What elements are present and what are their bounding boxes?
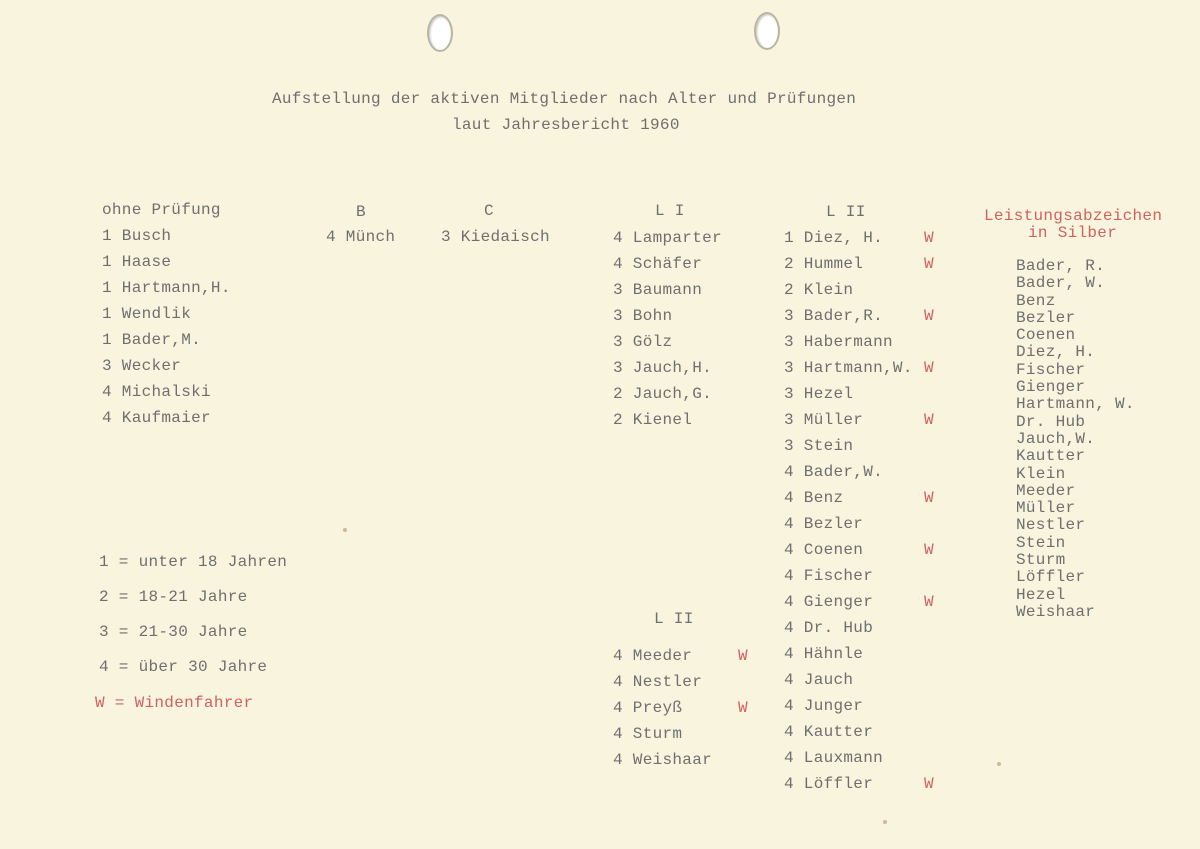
list-item: 1 Wendlik [102, 305, 192, 323]
list-item: Dr. Hub [1016, 412, 1086, 431]
w-marker: W [924, 255, 934, 273]
header-l2-second: L II [654, 610, 694, 628]
list-item: 3 Hezel [784, 385, 854, 403]
list-item: 4 Preyß [613, 699, 683, 717]
list-item: 1 Busch [102, 227, 172, 245]
list-item: 4 Lamparter [613, 229, 722, 247]
list-item: 4 Michalski [102, 383, 211, 401]
list-ohne-pruefung [102, 227, 231, 435]
w-marker: W [924, 541, 934, 559]
list-item: 4 Lauxmann [784, 749, 884, 767]
w-marker [924, 333, 934, 359]
list-item: Meeder [1016, 481, 1076, 500]
w-marker [924, 619, 934, 645]
list-item: Sturm [1016, 551, 1066, 570]
punch-hole-left [427, 14, 453, 52]
list-item: 1 Hartmann,H. [102, 279, 231, 297]
w-marker [924, 671, 934, 697]
list-item: 4 Hähnle [784, 645, 864, 663]
list-l2-second-w-markers [738, 647, 748, 777]
list-item: Bader, W. [1016, 274, 1106, 293]
list-item: Jauch,W. [1016, 429, 1096, 448]
list-item: Weishaar [1016, 602, 1096, 621]
header-l1: L I [655, 202, 685, 220]
w-marker [924, 697, 934, 723]
list-item: 4 Benz [784, 489, 844, 507]
list-item: 3 Müller [784, 411, 864, 429]
w-marker [924, 463, 934, 489]
list-l2-second [613, 647, 712, 777]
list-item: 4 Dr. Hub [784, 619, 874, 637]
list-item: 4 Meeder [613, 647, 693, 665]
list-item: 4 Junger [784, 697, 864, 715]
list-item: 4 Weishaar [613, 751, 713, 769]
list-l1 [613, 229, 722, 437]
list-item: 3 Gölz [613, 333, 673, 351]
list-item: 2 Kienel [613, 411, 693, 429]
list-item: Müller [1016, 499, 1076, 518]
list-item: 3 Habermann [784, 333, 893, 351]
w-marker: W [738, 647, 748, 665]
page-subtitle: laut Jahresbericht 1960 [452, 116, 680, 134]
w-marker: W [924, 307, 934, 325]
legend-item: 1 = unter 18 Jahren [99, 553, 288, 571]
header-c: C [484, 202, 494, 220]
page-title: Aufstellung der aktiven Mitglieder nach Alter und Prüfungen [272, 90, 857, 108]
header-ohne-pruefung: ohne Prüfung [102, 201, 221, 219]
w-marker: W [924, 359, 934, 377]
list-item: 4 Fischer [784, 567, 874, 585]
paper-speck [883, 820, 887, 824]
header-l2: L II [826, 203, 866, 221]
paper-speck [997, 762, 1001, 766]
w-marker [924, 281, 934, 307]
header-award-line1: Leistungsabzeichen [984, 207, 1163, 225]
list-item: 3 Stein [784, 437, 854, 455]
list-item: 4 Nestler [613, 673, 703, 691]
list-item: 4 Gienger [784, 593, 874, 611]
list-item: Diez, H. [1016, 343, 1096, 362]
w-marker [924, 749, 934, 775]
w-marker [924, 567, 934, 593]
list-l2-w-markers [924, 229, 934, 801]
list-item: 3 Bohn [613, 307, 673, 325]
list-item: 3 Wecker [102, 357, 182, 375]
list-item: Stein [1016, 533, 1066, 552]
header-award-line2: in Silber [1028, 224, 1118, 242]
w-marker: W [924, 229, 934, 247]
w-marker: W [924, 593, 934, 611]
list-item: 1 Haase [102, 253, 172, 271]
w-marker: W [738, 699, 748, 717]
list-item: 4 Jauch [784, 671, 854, 689]
list-item: 4 Schäfer [613, 255, 703, 273]
w-marker [924, 385, 934, 411]
legend [99, 553, 287, 693]
list-item: 3 Baumann [613, 281, 703, 299]
w-marker [738, 725, 748, 751]
list-item: 4 Kautter [784, 723, 874, 741]
w-marker: W [924, 411, 934, 429]
list-item: 4 Löffler [784, 775, 874, 793]
list-item: 1 Bader,M. [102, 331, 202, 349]
w-marker [738, 673, 748, 699]
list-b-item: 4 Münch [326, 228, 396, 246]
legend-item: 4 = über 30 Jahre [99, 658, 268, 676]
w-marker [738, 751, 748, 777]
list-item: Hartmann, W. [1016, 395, 1135, 414]
list-item: Bezler [1016, 308, 1076, 327]
list-item: 1 Diez, H. [784, 229, 884, 247]
list-item: Bader, R. [1016, 257, 1106, 275]
list-silber [1016, 257, 1135, 620]
list-item: 4 Sturm [613, 725, 683, 743]
list-item: 2 Klein [784, 281, 854, 299]
w-marker: W [924, 775, 934, 793]
list-item: 3 Jauch,H. [613, 359, 713, 377]
list-item: Klein [1016, 464, 1066, 483]
list-item: Coenen [1016, 326, 1076, 345]
punch-hole-right [754, 12, 780, 50]
legend-windenfahrer: W = Windenfahrer [95, 694, 254, 712]
legend-item: 2 = 18-21 Jahre [99, 588, 248, 606]
list-item: Benz [1016, 291, 1056, 310]
header-b: B [356, 203, 366, 221]
w-marker: W [924, 489, 934, 507]
legend-item: 3 = 21-30 Jahre [99, 623, 248, 641]
w-marker [924, 515, 934, 541]
list-item: 4 Bader,W. [784, 463, 884, 481]
list-item: 3 Hartmann,W. [784, 359, 913, 377]
list-item: 2 Jauch,G. [613, 385, 713, 403]
list-item: Nestler [1016, 516, 1086, 535]
list-item: 4 Kaufmaier [102, 409, 211, 427]
w-marker [924, 437, 934, 463]
w-marker [924, 645, 934, 671]
list-c-item: 3 Kiedaisch [441, 228, 550, 246]
list-item: Hezel [1016, 585, 1066, 604]
list-item: 2 Hummel [784, 255, 864, 273]
list-item: Fischer [1016, 360, 1086, 379]
list-item: 4 Bezler [784, 515, 864, 533]
w-marker [924, 723, 934, 749]
list-item: Gienger [1016, 378, 1086, 397]
list-item: 3 Bader,R. [784, 307, 884, 325]
paper-speck [343, 528, 347, 532]
list-item: Löffler [1016, 568, 1086, 587]
list-l2 [784, 229, 913, 801]
list-item: 4 Coenen [784, 541, 864, 559]
list-item: Kautter [1016, 447, 1086, 466]
